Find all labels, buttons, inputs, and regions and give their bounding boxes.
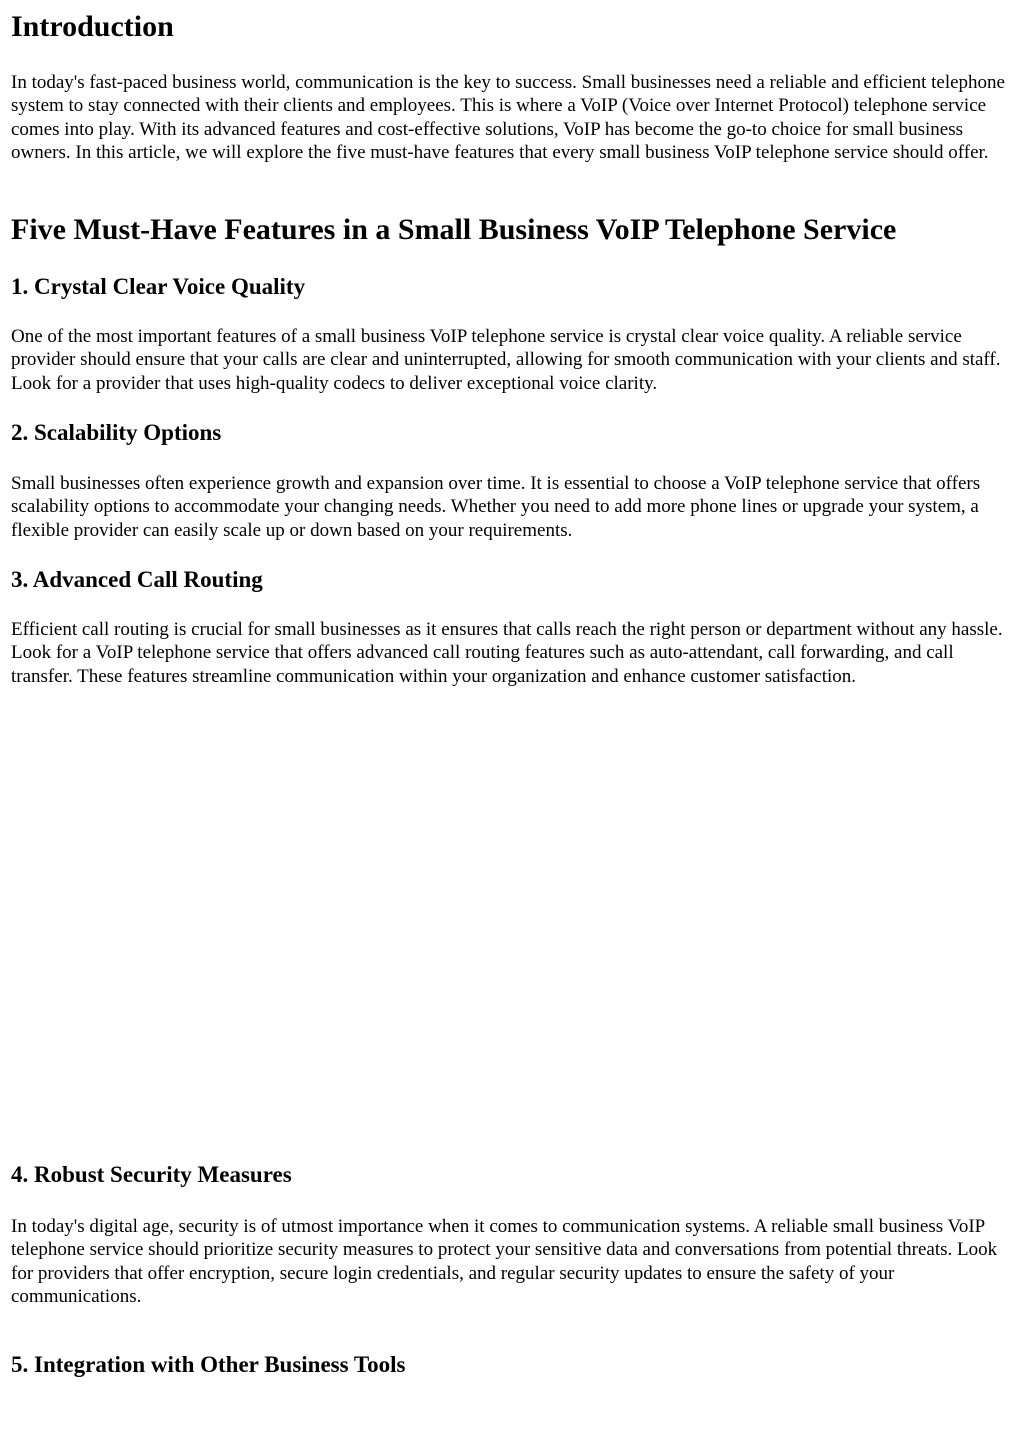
introduction-paragraph: In today's fast-paced business world, communication is the key to success. Small businesses need a reliable and efficient telephone system to stay connected with their clients and employees. This is where a VoIP (Voice over Internet Protocol) telephone service comes into play. With its advanced features and cost-effective solutions, VoIP has become the go-to choice for small business owners. In this article, we will explore the five must-have features that every small business VoIP telephone service should offer. [11, 72, 1005, 164]
feature-3-title: 3. Advanced Call Routing [11, 567, 263, 592]
feature-2-paragraph: Small businesses often experience growth and expansion over time. It is essential to choose a VoIP telephone service that offers scalability options to accommodate your changing needs. Whether you need to add more phone lines or upgrade your system, a flexible provider can easily scale up or down based on your requirements. [11, 473, 981, 541]
introduction-heading: Introduction [11, 10, 174, 43]
feature-4-paragraph: In today's digital age, security is of utmost importance when it comes to communication systems. A reliable small business VoIP telephone service should prioritize security measures to protect your sensitive data and conversations from potential threats. Look for providers that offer encryption, secure login credentials, and regular security updates to ensure the safety of your communications. [11, 1216, 998, 1308]
feature-5-title: 5. Integration with Other Business Tools [11, 1352, 406, 1377]
feature-1-paragraph: One of the most important features of a small business VoIP telephone service is crystal clear voice quality. A reliable service provider should ensure that your calls are clear and uninterrupted, allowing for smooth communication with your clients and staff. Look for a provider that uses high-quality codecs to deliver exceptional voice clarity. [11, 326, 1001, 394]
features-heading: Five Must-Have Features in a Small Business VoIP Telephone Service [11, 213, 897, 246]
feature-1-title: 1. Crystal Clear Voice Quality [11, 274, 306, 299]
feature-2-title: 2. Scalability Options [11, 420, 222, 445]
feature-4-title: 4. Robust Security Measures [11, 1162, 292, 1187]
feature-3-paragraph: Efficient call routing is crucial for small businesses as it ensures that calls reach the right person or department without any hassle. Look for a VoIP telephone service that offers advanced call routing features such as auto-attendant, call forwarding, and call transfer. These features streamline communication within your organization and enhance customer satisfaction. [11, 619, 1003, 687]
